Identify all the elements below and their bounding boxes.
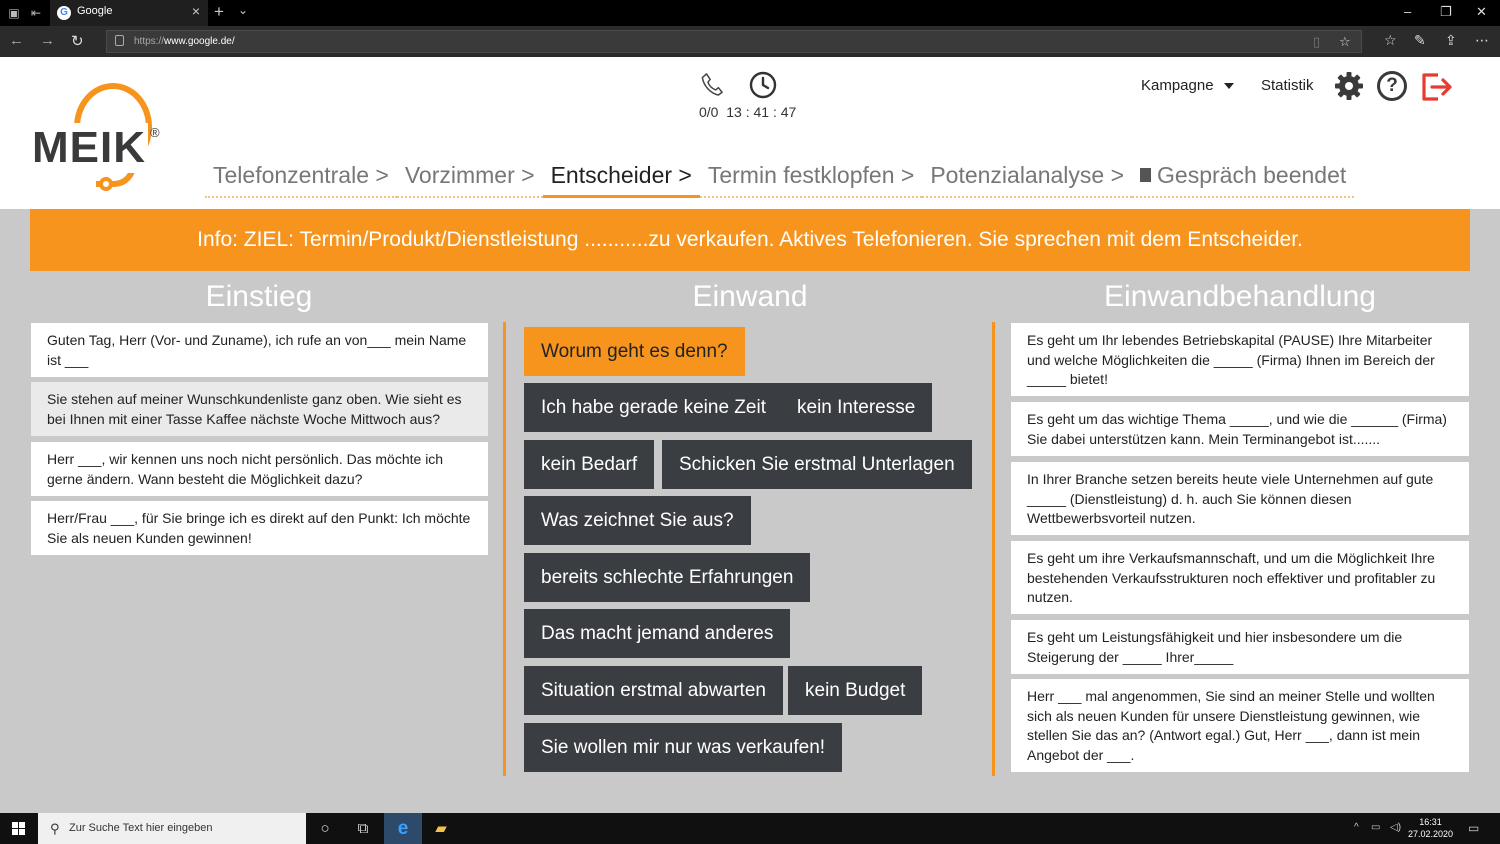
einstieg-heading: Einstieg xyxy=(205,280,313,313)
search-placeholder: Zur Suche Text hier eingeben xyxy=(69,822,213,834)
objection-keine-zeit[interactable]: Ich habe gerade keine Zeit xyxy=(524,383,783,432)
step-entscheider[interactable]: Entscheider > xyxy=(543,158,700,198)
favorite-star-icon[interactable]: ☆ xyxy=(1339,34,1351,49)
taskbar-search[interactable] xyxy=(38,813,306,844)
edge-browser-icon[interactable]: e xyxy=(384,813,422,844)
notes-pen-icon[interactable]: ✎ xyxy=(1414,32,1426,48)
maximize-icon[interactable]: ❐ xyxy=(1440,4,1452,19)
einwandbehandlung-heading: Einwandbehandlung xyxy=(1104,280,1376,313)
reading-view-icon[interactable]: ▯ xyxy=(1313,34,1321,49)
windows-start-icon[interactable] xyxy=(12,822,26,836)
favorites-icon[interactable]: ☆ xyxy=(1384,32,1397,48)
logo-text: MEIK xyxy=(32,123,146,172)
einstieg-card[interactable]: Guten Tag, Herr (Vor- und Zuname), ich rufe an von___ mein Name ist ___ xyxy=(31,323,488,377)
step-vorzimmer[interactable]: Vorzimmer > xyxy=(397,158,543,198)
info-banner: Info: ZIEL: Termin/Produkt/Dienstleistung ...........zu verkaufen. Aktives Telefonieren. Sie sprechen mit dem Entscheider. xyxy=(30,209,1470,271)
tab-preview-chevron-icon[interactable]: ⌄ xyxy=(238,3,249,17)
response-card[interactable]: Es geht um ihre Verkaufsmannschaft, und um die Möglichkeit Ihre bestehenden Verkaufsstrukturen noch effektiver und profitabler zu nutzen. xyxy=(1011,541,1469,614)
logout-icon[interactable] xyxy=(1420,71,1454,103)
objection-nur-verkaufen[interactable]: Sie wollen mir nur was verkaufen! xyxy=(524,723,842,772)
microphone-dot xyxy=(99,177,113,191)
phone-icon xyxy=(701,71,723,97)
file-explorer-icon[interactable]: ▰ xyxy=(435,820,447,837)
call-status xyxy=(695,71,805,126)
refresh-icon[interactable]: ↻ xyxy=(71,33,84,50)
taskbar xyxy=(0,813,1500,844)
campaign-label: Kampagne xyxy=(1141,77,1214,94)
lock-icon xyxy=(115,35,124,46)
close-tab-icon[interactable]: × xyxy=(191,3,200,19)
back-icon[interactable]: ← xyxy=(9,32,24,49)
step-potenzialanalyse[interactable]: Potenzialanalyse > xyxy=(922,158,1132,198)
browser-tab[interactable] xyxy=(50,0,208,26)
browser-tab-strip xyxy=(0,0,1500,26)
notifications-icon[interactable]: ▭ xyxy=(1468,821,1480,835)
conversation-steps xyxy=(205,158,1354,198)
objection-kein-bedarf[interactable]: kein Bedarf xyxy=(524,440,654,489)
search-icon: ⚲ xyxy=(50,821,60,836)
column-divider xyxy=(992,322,995,776)
response-card[interactable]: Herr ___ mal angenommen, Sie sind an meiner Stelle und wollten sich als neuen Kunden für unsere Dienstleistung gewinnen, wie stellen Sie das an? (Antwort egal.) Gut, Herr ___, dann ist mein Angebot der ___. xyxy=(1011,679,1469,772)
einstieg-card[interactable]: Sie stehen auf meiner Wunschkundenliste ganz oben. Wie sieht es bei Ihnen mit einer Tasse Kaffee nächste Woche Mittwoch aus? xyxy=(31,382,488,436)
response-card[interactable]: In Ihrer Branche setzen bereits heute viele Unternehmen auf gute _____ (Dienstleistung) d. h. auch Sie können diesen Wettbewerbsvorteil nutzen. xyxy=(1011,462,1469,535)
minimize-icon[interactable]: – xyxy=(1404,4,1412,19)
step-termin-festklopfen[interactable]: Termin festklopfen > xyxy=(700,158,922,198)
step-gespraech-beendet-label: Gespräch beendet xyxy=(1157,162,1347,188)
url-text: https://www.google.de/ xyxy=(134,36,235,47)
taskbar-date: 27.02.2020 xyxy=(1408,829,1454,839)
meik-logo xyxy=(32,83,172,195)
cortana-icon[interactable]: ○ xyxy=(320,820,330,837)
objection-was-zeichnet-sie-aus[interactable]: Was zeichnet Sie aus? xyxy=(524,496,751,545)
new-tab-icon[interactable]: + xyxy=(214,2,224,21)
step-gespraech-beendet[interactable] xyxy=(1132,158,1354,198)
objection-abwarten[interactable]: Situation erstmal abwarten xyxy=(524,666,783,715)
response-card[interactable]: Es geht um Ihr lebendes Betriebskapital (PAUSE) Ihre Mitarbeiter und welche Möglichkeiten die _____ (Firma) Ihnen im Bereich der _____ bietet! xyxy=(1011,323,1469,396)
column-divider xyxy=(503,322,506,776)
einstieg-card[interactable]: Herr ___, wir kennen uns noch nicht persönlich. Das möchte ich gerne ändern. Wann besteht die Möglichkeit dazu? xyxy=(31,442,488,496)
status-readout xyxy=(699,104,796,120)
objection-kein-budget[interactable]: kein Budget xyxy=(788,666,922,715)
objection-kein-interesse[interactable]: kein Interesse xyxy=(780,383,932,432)
clock-icon xyxy=(749,71,777,99)
taskbar-clock[interactable] xyxy=(1408,816,1453,840)
registered-mark: ® xyxy=(150,125,160,140)
objection-worum-geht-es[interactable]: Worum geht es denn? xyxy=(524,327,745,376)
objection-jemand-anderes[interactable]: Das macht jemand anderes xyxy=(524,609,790,658)
einwand-heading: Einwand xyxy=(692,280,808,313)
share-icon[interactable]: ⇪ xyxy=(1445,32,1457,48)
tab-title: Google xyxy=(77,5,113,17)
taskbar-time: 16:31 xyxy=(1419,817,1442,827)
response-card[interactable]: Es geht um das wichtige Thema _____, und wie die ______ (Firma) Sie dabei unterstützen kann. Mein Terminangebot ist....... xyxy=(1011,402,1469,456)
flag-icon xyxy=(1140,168,1151,182)
call-timer: 13 : 41 : 47 xyxy=(726,104,797,120)
google-favicon-icon: G xyxy=(57,6,71,20)
step-telefonzentrale[interactable]: Telefonzentrale > xyxy=(205,158,397,198)
objection-unterlagen[interactable]: Schicken Sie erstmal Unterlagen xyxy=(662,440,972,489)
help-icon[interactable]: ? xyxy=(1377,71,1407,101)
more-icon[interactable]: ⋯ xyxy=(1475,32,1489,48)
forward-icon[interactable]: → xyxy=(40,32,55,49)
tray-chevron-icon[interactable]: ^ xyxy=(1354,822,1359,833)
objection-schlechte-erfahrungen[interactable]: bereits schlechte Erfahrungen xyxy=(524,553,810,602)
campaign-dropdown[interactable] xyxy=(1141,77,1234,94)
settings-gear-icon[interactable] xyxy=(1334,71,1364,101)
caret-down-icon xyxy=(1224,83,1234,89)
volume-icon[interactable]: ◁) xyxy=(1390,822,1402,833)
statistics-link[interactable]: Statistik xyxy=(1261,77,1314,94)
call-counter: 0/0 xyxy=(699,104,719,120)
task-view-icon[interactable]: ⧉ xyxy=(357,820,369,837)
response-card[interactable]: Es geht um Leistungsfähigkeit und hier insbesondere um die Steigerung der _____ Ihrer_____ xyxy=(1011,620,1469,674)
window-close-icon[interactable]: ✕ xyxy=(1476,4,1487,19)
tab-manager-icon[interactable]: ▣ xyxy=(8,6,20,20)
address-input[interactable] xyxy=(106,30,1362,53)
address-toolbar xyxy=(0,26,1500,57)
einstieg-card[interactable]: Herr/Frau ___, für Sie bringe ich es direkt auf den Punkt: Ich möchte Sie als neuen Kunden gewinnen! xyxy=(31,501,488,555)
app-header xyxy=(0,57,1500,209)
network-icon[interactable]: ▭ xyxy=(1371,822,1381,833)
set-aside-tabs-icon[interactable]: ⇤ xyxy=(30,6,42,20)
